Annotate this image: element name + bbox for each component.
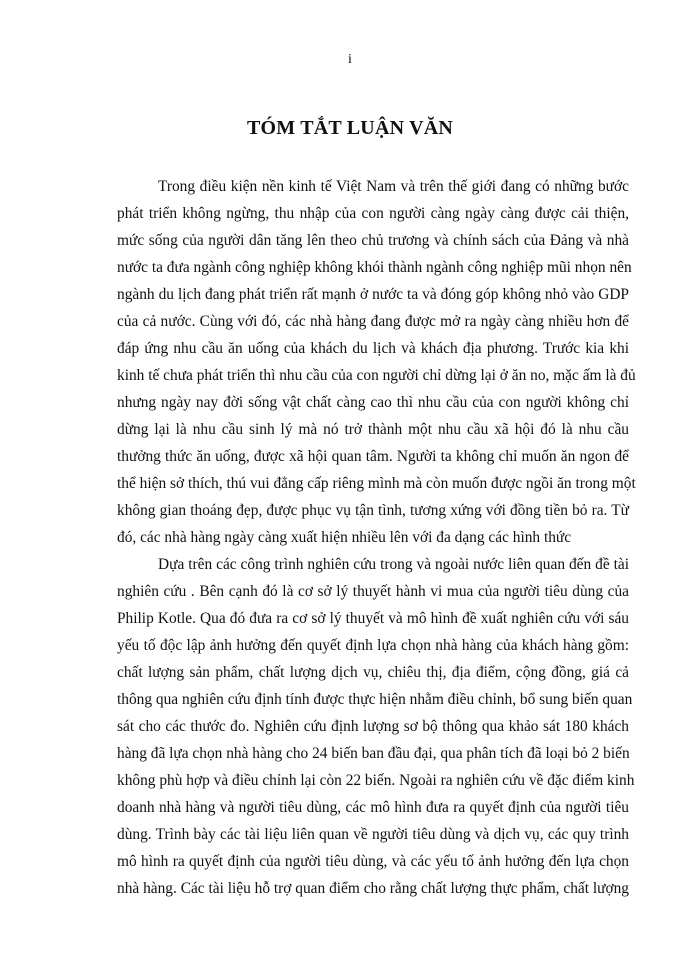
text-line: hàng đã lựa chọn nhà hàng cho 24 biến ban đầu đại, qua phân tích đã loại bỏ 2 biến xyxy=(117,745,630,762)
text-line: không gian thoáng đẹp, được phục vụ tận tình, tương xứng với đồng tiền bỏ ra. Từ xyxy=(117,502,629,519)
text-line: Dựa trên các công trình nghiên cứu trong và ngoài nước liên quan đến đề tài xyxy=(158,556,629,573)
text-line: dừng lại là nhu cầu sinh lý mà nó trở thành một nhu cầu xã hội đó là nhu cầu xyxy=(117,421,629,438)
paragraph-1 xyxy=(117,173,636,551)
text-line: Philip Kotle. Qua đó đưa ra cơ sở lý thuyết và mô hình đề xuất nghiên cứu với sáu xyxy=(117,610,629,627)
text-line: nghiên cứu . Bên cạnh đó là cơ sở lý thuyết hành vi mua của người tiêu dùng của xyxy=(117,583,629,600)
text-line: của cả nước. Cùng với đó, các nhà hàng đang được mở ra ngày càng nhiều hơn để xyxy=(117,313,629,330)
text-line: thưởng thức ăn uống, được xã hội quan tâm. Người ta không chỉ muốn ăn ngon để xyxy=(117,448,629,465)
text-line: dùng. Trình bày các tài liệu liên quan về người tiêu dùng và dịch vụ, các quy trình xyxy=(117,826,629,843)
text-line: đáp ứng nhu cầu ăn uống của khách du lịch và khách địa phương. Trước kia khi xyxy=(117,340,629,357)
text-line: doanh nhà hàng và người tiêu dùng, các mô hình đưa ra quyết định của người tiêu xyxy=(117,799,629,816)
text-line: yếu tố độc lập ảnh hưởng đến quyết định lựa chọn nhà hàng của khách hàng gồm: xyxy=(117,637,629,654)
text-line: mô hình ra quyết định của người tiêu dùng, và các yếu tố ảnh hưởng đến lựa chọn xyxy=(117,853,629,870)
text-line: chất lượng sản phẩm, chất lượng dịch vụ, chiêu thị, địa điểm, cộng đồng, giá cả xyxy=(117,664,629,681)
text-line: mức sống của người dân tăng lên theo chủ trương và chính sách của Đảng và nhà xyxy=(117,232,629,249)
text-line: Trong điều kiện nền kinh tế Việt Nam và trên thế giới đang có những bước xyxy=(158,178,629,195)
text-line: nhưng ngày nay đời sống vật chất càng cao thì nhu cầu của con người không chỉ xyxy=(117,394,629,411)
text-line: phát triển không ngừng, thu nhập của con người càng ngày càng được cải thiện, xyxy=(117,205,629,222)
text-line: nhà hàng. Các tài liệu hỗ trợ quan điểm cho rằng chất lượng thực phẩm, chất lượng xyxy=(117,880,629,897)
text-line: sát cho các thước đo. Nghiên cứu định lượng sơ bộ thông qua khảo sát 180 khách xyxy=(117,718,629,735)
text-line: thông qua nghiên cứu định tính được thực hiện nhằm điều chỉnh, bổ sung biến quan xyxy=(117,691,633,708)
document-title: TÓM TẮT LUẬN VĂN xyxy=(246,117,453,139)
text-line: không phù hợp và điều chỉnh lại còn 22 biến. Ngoài ra nghiên cứu về đặc điểm kinh xyxy=(117,772,635,789)
text-line: nước ta đưa ngành công nghiệp không khói thành ngành công nghiệp mũi nhọn nên xyxy=(117,259,632,276)
paragraph-2 xyxy=(117,551,635,902)
text-line: thể hiện sở thích, thú vui đẳng cấp riêng mình mà còn muốn được ngồi ăn trong một xyxy=(117,475,636,492)
text-line: kinh tế chưa phát triển thì nhu cầu của con người chỉ dừng lại ở ăn no, mặc ấm là đủ xyxy=(117,367,636,384)
text-line: đó, các nhà hàng ngày càng xuất hiện nhiều lên với đa dạng các hình thức xyxy=(117,529,572,546)
document-body xyxy=(117,173,636,902)
text-line: ngành du lịch đang phát triển rất mạnh ở nước ta và đóng góp không nhỏ vào GDP xyxy=(117,286,629,303)
page-number: i xyxy=(348,52,352,67)
